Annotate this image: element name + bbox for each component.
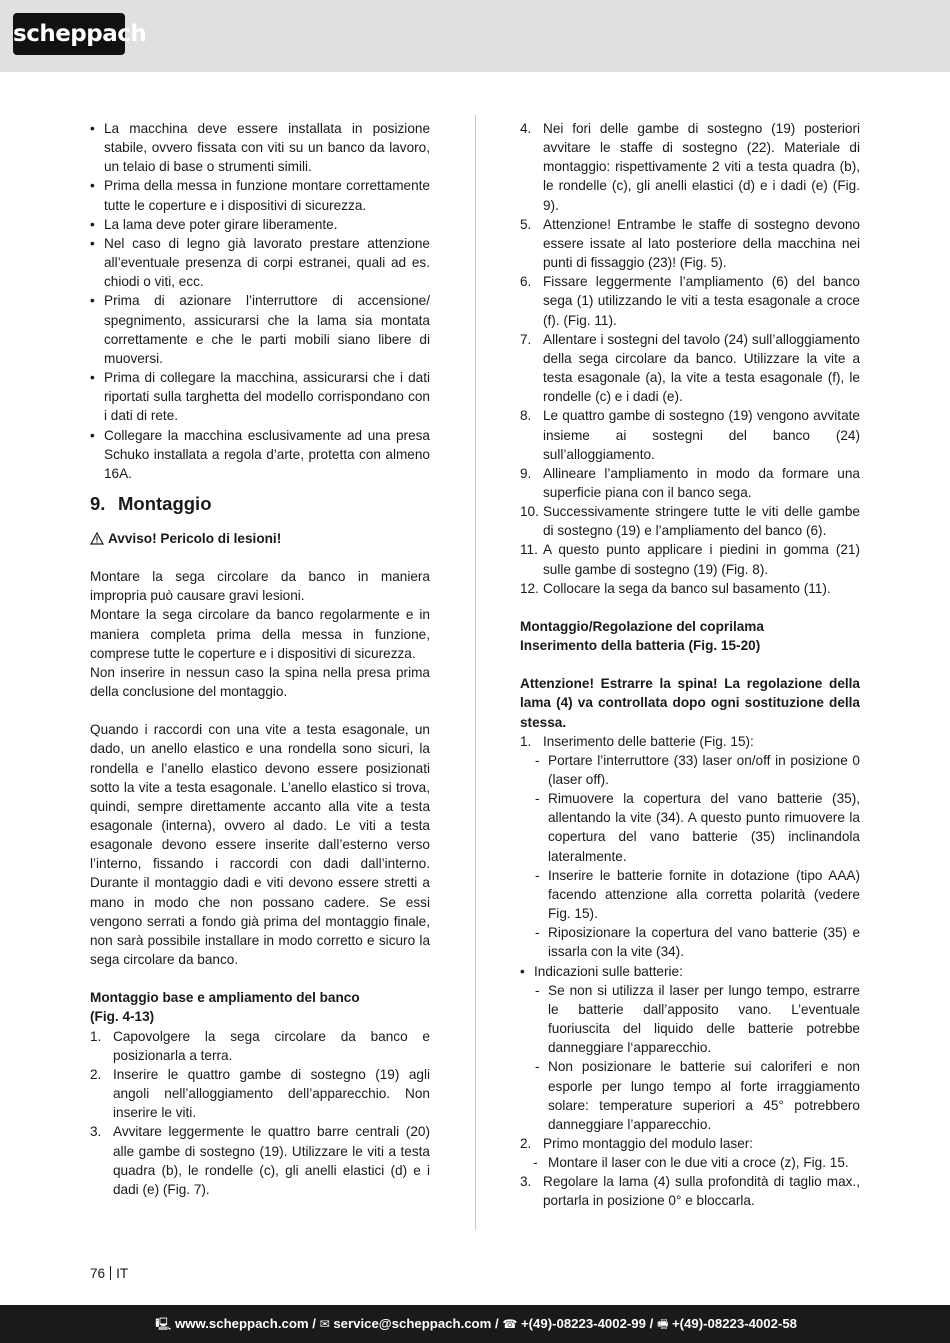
list-item: - Non posizionare le batterie sui caloriferi e non esporle per lungo tempo al forte irraggiamento solare: temperature superiori a 45° potrebbero danneggiare l’apparecchio. <box>535 1059 860 1132</box>
list-item: • Collegare la macchina esclusivamente ad una presa Schuko installata a regola d’arte, protetta con almeno 16A. <box>90 427 430 481</box>
right-column <box>520 119 860 1211</box>
list-item: • Prima di collegare la macchina, assicurarsi che i dati riportati sulla targhetta del modello corrispondano con i dati di rete. <box>90 370 430 424</box>
list-item: - Montare il laser con le due viti a croce (z), Fig. 15. <box>533 1155 849 1171</box>
page-footer <box>0 1305 950 1343</box>
list-item: • Nel caso di legno già lavorato prestare attenzione all’eventuale presenza di corpi estranei, quali ad es. chiodi o viti, ecc. <box>90 235 430 290</box>
list-item: 3. Avvitare leggermente le quattro barre centrali (20) alle gambe di sostegno (19). Utilizzare le viti a testa quadra (b), le rondelle (c), gli anelli elastici (d) e i dadi (e) (Fig. 7). <box>90 1124 430 1197</box>
list-item: • La macchina deve essere installata in posizione stabile, ovvero fissata con viti su un banco da lavoro, un telaio di base o strumenti simili. <box>90 121 430 175</box>
phone-icon: ☎ <box>502 1317 518 1331</box>
warning-line: Avviso! Pericolo di lesioni! <box>90 529 430 548</box>
subheading: (Fig. 4-13) <box>90 1009 155 1025</box>
paragraph: Montare la sega circolare da banco regolarmente e in maniera completa prima della messa in funzione, comprese tutte le coperture e i dispositivi di sicurezza. <box>90 607 430 661</box>
list-item: 2. Inserire le quattro gambe di sostegno (19) agli angoli nell’alloggiamento dell’apparecchio. Non inserire le viti. <box>90 1066 430 1121</box>
email-link[interactable]: service@scheppach.com / <box>333 1316 499 1331</box>
brand-logo: scheppach <box>13 13 125 55</box>
section-heading: 9. Montaggio <box>90 492 212 514</box>
left-column <box>90 119 430 1199</box>
website-link[interactable]: www.scheppach.com / <box>174 1316 316 1331</box>
column-divider <box>475 115 476 1230</box>
list-item: 4. Nei fori delle gambe di sostegno (19) posteriori avvitare le staffe di sostegno (22). Materiale di montaggio: rispettivamente 2 viti a testa quadra (b), le rondelle (c), gli anelli elastici (d) e i dadi (e) (Fig. 9). <box>520 121 860 213</box>
list-item: 12. Collocare la sega da banco sul basamento (11). <box>520 580 831 596</box>
list-item: • Prima della messa in funzione montare correttamente tutte le coperture e i dispositivi di sicurezza. <box>90 178 430 213</box>
list-item: - Portare l’interruttore (33) laser on/off in posizione 0 (laser off). <box>535 752 860 787</box>
list-item: 1. Inserimento delle batterie (Fig. 15): <box>520 733 754 749</box>
paragraph: Quando i raccordi con una vite a testa esagonale, un dado, un anello elastico e una rondella sono sicuri, la rondella e l’anello elastico devono essere posizionati sotto la vite a testa esagonale. L’anello elastico si trova, quindi, sempre direttamente accanto alla vite a testa esagonale (interna), ovvero al dado. Le viti a testa esagonale devono essere inserite dall’esterno verso l’interno, fissando i raccordi con dadi dall’interno. Durante il montaggio dadi e viti devono essere stretti a mano in modo che non possano cadere. Se essi vengono serrati a fondo già prima del montaggio finale, non sarà possibile installare in modo corretto e sicuro la sega circolare da banco. <box>90 722 430 968</box>
list-item: - Riposizionare la copertura del vano batterie (35) e issarla con la vite (34). <box>535 925 860 960</box>
subheading: Montaggio/Regolazione del coprilama <box>520 618 764 634</box>
list-item: - Rimuovere la copertura del vano batterie (35), allentando la vite (34). A questo punto rimuovere la copertura del vano batterie (35) inclinandola lateralmente. <box>535 791 860 864</box>
list-item: 8. Le quattro gambe di sostegno (19) vengono avvitate insieme ai sostegni del banco (24) sull’alloggiamento. <box>520 408 860 462</box>
list-item: 9. Allineare l’ampliamento in modo da formare una superficie piana con il banco sega. <box>520 465 860 500</box>
computer-icon: 🖳 <box>155 1317 172 1331</box>
page-number: 76 IT <box>90 1266 129 1281</box>
subheading: Montaggio base e ampliamento del banco <box>90 990 360 1006</box>
list-item: 5. Attenzione! Entrambe le staffe di sostegno devono essere issate al lato posteriore della macchina nei punti di fissaggio (23)! (Fig. 5). <box>520 216 860 271</box>
list-item: 2. Primo montaggio del modulo laser: <box>520 1135 754 1151</box>
list-item: 6. Fissare leggermente l’ampliamento (6) del banco sega (1) utilizzando le viti a testa esagonale a croce (f). (Fig. 11). <box>520 274 860 328</box>
warning-icon <box>90 532 104 545</box>
list-item: 7. Allentare i sostegni del tavolo (24) sull’alloggiamento della sega circolare da banco. Utilizzare la vite a testa esagonale (a), la vite a testa esagonale (f), le rondelle (c) e i dadi (e). <box>520 331 860 405</box>
paragraph: Montare la sega circolare da banco in maniera impropria può causare gravi lesioni. <box>90 569 430 604</box>
list-item: - Se non si utilizza il laser per lungo tempo, estrarre le batterie dall’apposito vano. L’eventuale fuoriuscita del liquido delle batterie potrebbe danneggiare l‘apparecchio. <box>535 982 860 1056</box>
list-item: • Indicazioni sulle batterie: <box>520 963 683 979</box>
list-item: 1. Capovolgere la sega circolare da banco e posizionarla a terra. <box>90 1028 430 1063</box>
paragraph: Non inserire in nessun caso la spina nella presa prima della conclusione del montaggio. <box>90 664 430 700</box>
fax-icon: 🖷 <box>656 1317 669 1331</box>
list-item: 11. A questo punto applicare i piedini in gomma (21) sulle gambe di sostegno (19) (Fig. 8). <box>520 542 860 577</box>
mail-icon: ✉ <box>319 1317 330 1331</box>
fax-number: +(49)-08223-4002-58 <box>671 1316 797 1331</box>
subheading: Inserimento della batteria (Fig. 15-20) <box>520 638 761 654</box>
page-header <box>0 0 950 72</box>
phone-number: +(49)-08223-4002-99 / <box>520 1316 654 1331</box>
attention-note: Attenzione! Estrarre la spina! La regolazione della lama (4) va controllata dopo ogni sostituzione della stessa. <box>520 676 860 730</box>
list-item: 3. Regolare la lama (4) sulla profondità di taglio max., portarla in posizione 0° e bloccarla. <box>520 1174 860 1209</box>
list-item: - Inserire le batterie fornite in dotazione (tipo AAA) facendo attenzione alla corretta polarità (vedere Fig. 15). <box>535 867 860 922</box>
list-item: • La lama deve poter girare liberamente. <box>90 216 338 232</box>
list-item: • Prima di azionare l’interruttore di accensione/ spegnimento, assicurarsi che la lama sia montata correttamente e che le parti mobili siano libere di muoversi. <box>90 293 430 366</box>
list-item: 10. Successivamente stringere tutte le viti delle gambe di sostegno (19) e l’ampliamento del banco (6). <box>520 504 860 539</box>
